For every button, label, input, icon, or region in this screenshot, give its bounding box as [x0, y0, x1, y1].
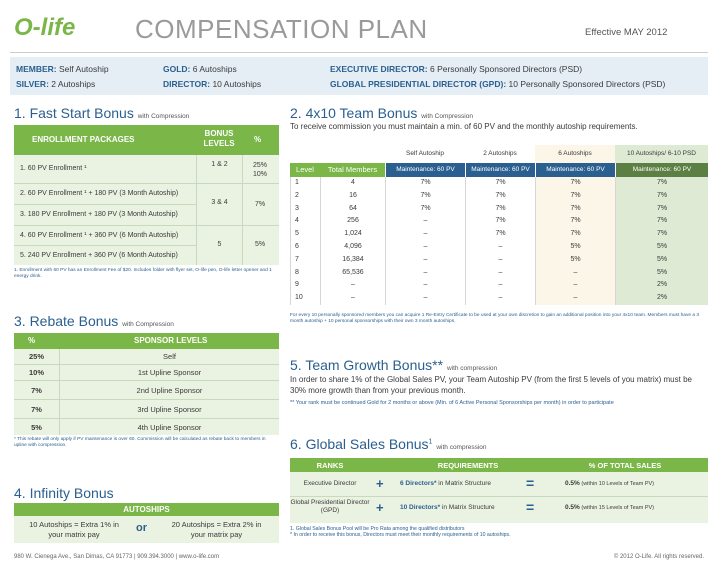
gs-pct-1: 0.5% (within 10 Levels of Team PV) [565, 480, 655, 487]
matrix-row [290, 292, 708, 305]
matrix-pct: – [535, 279, 615, 292]
bonus-levels-2: 3 & 4 [211, 199, 228, 206]
matrix-members: 4 [320, 177, 385, 190]
bonus-levels-3: 5 [217, 241, 222, 248]
col-level: Level [296, 165, 314, 174]
rank-member: MEMBER: Self Autoship [16, 64, 109, 74]
matrix-level: 9 [290, 279, 320, 292]
gs-req-1: 6 Directors* in Matrix Structure [400, 480, 492, 487]
matrix-members: 256 [320, 215, 385, 228]
matrix-pct: 7% [615, 228, 708, 241]
footer-address[interactable]: 980 W. Cienega Ave., San Dimas, CA 91773 | 909.394.3000 | www.o-life.com [14, 554, 220, 560]
matrix-pct: 5% [615, 254, 708, 267]
team4x10-desc: To receive commission you must maintain a min. of 60 PV and the monthly autoship requirements. [290, 122, 638, 131]
rebate-pct-4: 7% [31, 405, 42, 414]
rebate-pct-2: 10% [28, 368, 44, 377]
matrix-row [290, 190, 708, 203]
fast-start-note: 1. Enrollment with 60 PV has an Enrollment Fee of $20. Includes folder with flyer set, O-life pen, O-life letter opener and 1 energy drink. [14, 268, 272, 279]
bonus-pct-3: 5% [254, 241, 266, 248]
maint-2: Maintenance: 60 PV [465, 163, 535, 177]
matrix-pct: 5% [535, 254, 615, 267]
package-row-3: 3. 180 PV Enrollment + 180 PV (3 Month Autoship) [20, 211, 178, 218]
matrix-pct: 7% [465, 215, 535, 228]
col-sponsor-levels: SPONSOR LEVELS [134, 336, 208, 345]
col-ranks: RANKS [316, 461, 344, 470]
global-sales-header [290, 458, 708, 472]
matrix-row [290, 177, 708, 190]
rank-director: DIRECTOR: 10 Autoships [163, 79, 262, 89]
gs-rank-1: Executive Director [303, 480, 357, 487]
matrix-pct: 5% [535, 241, 615, 254]
tier-6-autoships: 6 Autoships [535, 145, 615, 163]
matrix-pct: 7% [465, 203, 535, 216]
rank-executive: EXECUTIVE DIRECTOR: 6 Personally Sponsored Directors (PSD) [330, 64, 583, 74]
matrix-level: 3 [290, 203, 320, 216]
rebate-pct-1: 25% [28, 352, 44, 361]
page-title: COMPENSATION PLAN [135, 14, 428, 44]
logo: O-life [14, 14, 76, 41]
matrix-level: 10 [290, 292, 320, 305]
matrix-rows [290, 177, 708, 305]
global-sales-note-2: * In order to receive this bonus, Directors must meet their monthly requirements of 10 autoships. [290, 532, 511, 538]
global-sales-body [290, 472, 708, 523]
sponsor-level-4: 3rd Upline Sponsor [137, 405, 202, 414]
maint-10: Maintenance: 60 PV [615, 163, 708, 177]
matrix-pct: 2% [615, 279, 708, 292]
package-row-2: 2. 60 PV Enrollment ¹ + 180 PV (3 Month Autoship) [20, 190, 179, 197]
matrix-pct: 7% [465, 190, 535, 203]
header-divider [10, 52, 708, 53]
col-bonus-levels: BONUS LEVELS [203, 129, 235, 148]
matrix-pct: 7% [385, 190, 465, 203]
matrix-members: 16 [320, 190, 385, 203]
team-growth-note: ** Your rank must be continued Gold for 2 months or above (Min. of 6 Active Personal Sponsorships per month) in order to participate [290, 400, 614, 406]
bonus-levels-1: 1 & 2 [211, 161, 228, 168]
matrix-pct: 7% [385, 177, 465, 190]
matrix-members: 16,384 [320, 254, 385, 267]
rebate-body [14, 349, 279, 435]
tier-2-autoships: 2 Autoships [483, 150, 517, 157]
matrix-row [290, 267, 708, 280]
team4x10-section [290, 105, 708, 324]
matrix-pct: – [465, 292, 535, 305]
matrix-members: – [320, 279, 385, 292]
team4x10-table [290, 145, 708, 315]
infinity-header: AUTOSHIPS [14, 503, 279, 516]
gs-plus-1: + [376, 476, 384, 491]
infinity-option-10: 10 Autoships = Extra 1% in your matrix pay [29, 520, 119, 539]
sponsor-level-3: 2nd Upline Sponsor [136, 386, 203, 395]
matrix-level: 6 [290, 241, 320, 254]
matrix-members: 4,096 [320, 241, 385, 254]
matrix-pct: – [385, 292, 465, 305]
rebate-section [14, 313, 279, 448]
rebate-note: * This rebate will only apply if PV maintenance is over 60. Commission will be calculated as rebate back to members in upline with compression. [14, 437, 266, 448]
matrix-pct: – [465, 241, 535, 254]
effective-date: Effective MAY 2012 [585, 27, 668, 38]
col-enrollment-packages: ENROLLMENT PACKAGES [32, 135, 135, 144]
matrix-row [290, 254, 708, 267]
rebate-title: 3. Rebate Bonus with Compression [14, 313, 174, 329]
matrix-row [290, 203, 708, 216]
matrix-level: 1 [290, 177, 320, 190]
matrix-pct: – [385, 254, 465, 267]
sponsor-level-1: Self [163, 352, 176, 361]
global-sales-title: 6. Global Sales Bonus$^1$ with compression [290, 436, 487, 452]
sponsor-level-5: 4th Upline Sponsor [137, 423, 202, 432]
col-rebate-percent: % [28, 336, 36, 345]
matrix-level: 8 [290, 267, 320, 280]
matrix-pct: 7% [535, 215, 615, 228]
matrix-pct: – [465, 254, 535, 267]
team4x10-note: For every 10 personally sponsored members you can acquire 1 Re-Entry Certificate to be used at your own discretion to gain an additional position into your 4x10 team. Members must have a 3 month autoship + 10 personal sponsorships with their own 3 month autoships. [290, 313, 700, 324]
global-sales-section [290, 436, 708, 538]
sponsor-level-2: 1st Upline Sponsor [137, 368, 202, 377]
matrix-pct: 2% [615, 292, 708, 305]
matrix-members: – [320, 292, 385, 305]
matrix-row [290, 228, 708, 241]
matrix-row [290, 279, 708, 292]
matrix-pct: 7% [465, 177, 535, 190]
col-pct-total-sales: % OF TOTAL SALES [588, 461, 662, 470]
matrix-pct: – [535, 267, 615, 280]
rebate-header [14, 333, 279, 349]
infinity-option-20: 20 Autoships = Extra 2% in your matrix pay [171, 520, 262, 539]
team4x10-title: 2. 4x10 Team Bonus with Compression [290, 105, 473, 121]
matrix-pct: 7% [615, 203, 708, 216]
rank-gpd: GLOBAL PRESIDENTIAL DIRECTOR (GPD): 10 Personally Sponsored Directors (PSD) [330, 79, 666, 89]
matrix-level: 7 [290, 254, 320, 267]
matrix-pct: – [465, 279, 535, 292]
infinity-section [14, 485, 279, 539]
matrix-pct: – [465, 267, 535, 280]
infinity-body [14, 516, 279, 543]
col-percent: % [254, 135, 262, 144]
fast-start-section [14, 105, 279, 279]
matrix-pct: 5% [615, 241, 708, 254]
gs-equals-1: = [526, 475, 535, 491]
tier-self-autoship: Self Autoship [406, 150, 444, 157]
ranks-bar [10, 57, 708, 95]
col-total-members: Total Members [327, 165, 378, 174]
gs-rank-2: Global Presidential Director (GPD) [290, 499, 370, 514]
matrix-pct: – [535, 292, 615, 305]
team-growth-desc: In order to share 1% of the Global Sales PV, your Team Autoship PV (from the first 5 levels of you matrix) must be 30% more growth than from your previous month. [290, 375, 692, 395]
gs-equals-2: = [526, 499, 535, 515]
matrix-pct: – [385, 241, 465, 254]
matrix-pct: 7% [535, 203, 615, 216]
rebate-pct-5: 5% [31, 423, 42, 432]
matrix-level: 5 [290, 228, 320, 241]
matrix-pct: – [385, 215, 465, 228]
bonus-pct-1: 25% 10% [252, 162, 267, 178]
matrix-members: 1,024 [320, 228, 385, 241]
matrix-row [290, 215, 708, 228]
infinity-or: or [136, 522, 147, 534]
matrix-level: 4 [290, 215, 320, 228]
matrix-pct: – [385, 279, 465, 292]
fast-start-body [14, 155, 279, 265]
matrix-members: 65,536 [320, 267, 385, 280]
fast-start-title: 1. Fast Start Bonus with Compression [14, 105, 190, 121]
matrix-pct: 7% [385, 203, 465, 216]
infinity-title: 4. Infinity Bonus [14, 485, 114, 501]
fast-start-header [14, 125, 279, 155]
matrix-pct: 5% [615, 267, 708, 280]
gs-pct-2: 0.5% (within 15 Levels of Team PV) [565, 504, 655, 511]
rank-gold: GOLD: 6 Autoships [163, 64, 237, 74]
tier-10-autoships: 10 Autoships/ 6-10 PSD [615, 145, 708, 163]
matrix-pct: 7% [465, 228, 535, 241]
matrix-row [290, 241, 708, 254]
matrix-pct: 7% [535, 190, 615, 203]
matrix-pct: – [385, 228, 465, 241]
footer-copyright: © 2012 O-Life. All rights reserved. [613, 554, 704, 560]
matrix-pct: 7% [535, 177, 615, 190]
matrix-pct: 7% [615, 190, 708, 203]
package-row-5: 5. 240 PV Enrollment + 360 PV (6 Month Autoship) [20, 252, 178, 259]
header [0, 0, 718, 52]
maint-self: Maintenance: 60 PV [385, 163, 465, 177]
matrix-pct: 7% [535, 228, 615, 241]
team-growth-title: 5. Team Growth Bonus** with compression [290, 357, 498, 373]
matrix-members: 64 [320, 203, 385, 216]
matrix-pct: 7% [615, 177, 708, 190]
matrix-level: 2 [290, 190, 320, 203]
rank-silver: SILVER: 2 Autoships [16, 79, 96, 89]
maint-6: Maintenance: 60 PV [535, 163, 615, 177]
rebate-pct-3: 7% [31, 386, 42, 395]
col-requirements: REQUIREMENTS [437, 461, 499, 470]
package-row-1: 1. 60 PV Enrollment ¹ [20, 165, 87, 172]
bonus-pct-2: 7% [254, 201, 266, 208]
gs-req-2: 10 Directors* in Matrix Structure [400, 504, 495, 511]
package-row-4: 4. 60 PV Enrollment ¹ + 360 PV (6 Month Autoship) [20, 232, 179, 239]
footer [10, 552, 708, 566]
team-growth-section [290, 357, 708, 406]
global-sales-note-1: 1. Global Sales Bonus Pool will be Pro Rata among the qualified distributors [290, 526, 465, 532]
matrix-pct: – [385, 267, 465, 280]
gs-plus-2: + [376, 500, 384, 515]
matrix-pct: 7% [615, 215, 708, 228]
